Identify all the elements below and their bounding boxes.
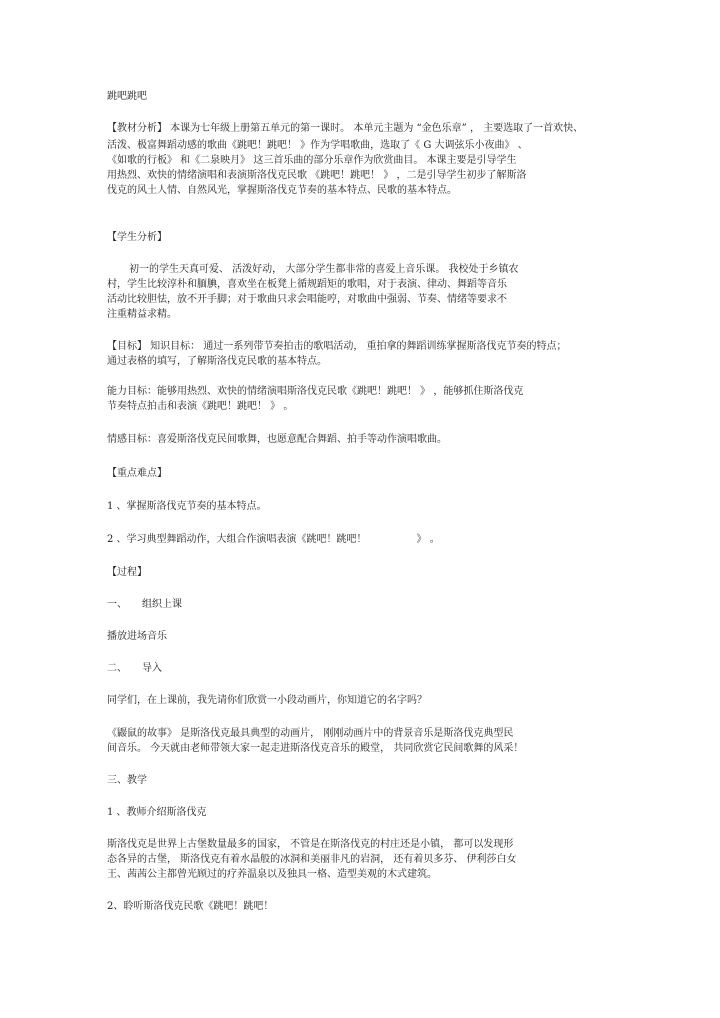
process-step-3-2: [107, 899, 607, 914]
process-step-2: [107, 661, 607, 676]
material-line: 活泼、极富舞蹈动感的歌曲《跳吧！跳吧！ 》作为学唱歌曲，选取了《 G 大调弦乐小夜曲》 、: [107, 140, 528, 151]
para-line: 间音乐。 今天就由老师带领大家一起走进斯洛伐克音乐的殿堂， 共同欣赏它民间歌舞的风采！: [107, 743, 524, 754]
process-step-3: [107, 773, 607, 788]
section-heading: 【重点难点】: [107, 468, 167, 479]
material-line: 伐克的风土人情、自然风光，掌握斯洛伐克节奏的基本特点、民歌的基本特点。: [107, 185, 457, 196]
material-line: 《如歌的行板》 和《二泉映月》 这三首乐曲的部分乐章作为欣赏曲目。 本课主要是引导学生: [107, 155, 517, 166]
student-line: 注重精益求精。: [107, 309, 177, 320]
student-line: 初一的学生天真可爱、 活泼好动， 大部分学生都非常的喜爱上音乐课。 我校处于乡镇农: [129, 264, 519, 275]
key-point-2: [107, 532, 607, 547]
process-step-3-1-para: [107, 837, 607, 882]
process-heading: [107, 565, 607, 580]
student-line: 活动比较胆怯，放不开手脚；对于歌曲只求会唱能哼，对歌曲中强弱、节奏、情绪等要求不: [107, 294, 507, 305]
step-heading: 一、 组织上课: [107, 599, 182, 610]
step-text: 同学们，在上课前，我先请你们欣赏一小段动画片，你知道它的名字吗？: [107, 695, 427, 706]
goals-emotion: [107, 432, 607, 447]
goal-line: 情感目标：喜爱斯洛伐克民间歌舞，也愿意配合舞蹈、拍手等动作演唱歌曲。: [107, 434, 447, 445]
title-text: 跳吧跳吧: [107, 91, 147, 102]
process-step-2-text: [107, 693, 607, 708]
goals-ability: [107, 384, 607, 414]
step-heading: 1 、教师介绍斯洛伐克: [107, 807, 207, 818]
section-heading: 【学生分析】: [107, 232, 167, 243]
para-line: 王、茜茜公主都曾光顾过的疗养温泉以及独具一格、造型美观的木式建筑。: [107, 869, 437, 880]
student-analysis: [107, 262, 607, 322]
para-line: 斯洛伐克是世界上古堡数量最多的国家， 不管是在斯洛伐克的村庄还是小镇， 都可以发现形: [107, 839, 514, 850]
material-analysis: [107, 121, 607, 198]
goal-line: 【目标】 知识目标： 通过一系列带节奏拍击的歌唱活动， 重拍拿的舞蹈训练掌握斯洛伐克节奏的特点；: [107, 341, 567, 352]
para-line: 态各异的古堡， 斯洛伐克有着水晶般的冰洞和美丽非凡的岩洞， 还有着贝多芬、 伊利莎白女: [107, 854, 517, 865]
key-point-text: 2 、学习典型舞蹈动作，大组合作演唱表演《跳吧！跳吧！ 》 。: [107, 534, 440, 545]
goal-line: 能力目标：能够用热烈、欢快的情绪演唱斯洛伐克民歌《跳吧！跳吧！ 》 ，能够抓住斯洛伐克: [107, 386, 524, 397]
step-heading: 2、聆听斯洛伐克民歌《跳吧！跳吧！: [107, 901, 274, 912]
process-step-1: [107, 597, 607, 612]
process-step-2-para: [107, 726, 607, 756]
key-points-heading: [107, 466, 607, 481]
goal-line: 通过表格的填写，了解斯洛伐克民歌的基本特点。: [107, 356, 327, 367]
goal-line: 节奏特点拍击和表演《跳吧！跳吧！ 》 。: [107, 401, 294, 412]
process-step-3-1: [107, 805, 607, 820]
process-step-1-text: [107, 629, 607, 644]
step-text: 播放进场音乐: [107, 631, 167, 642]
step-heading: 二、 导入: [107, 663, 162, 674]
student-analysis-heading: [107, 230, 607, 245]
key-point-1: [107, 499, 607, 514]
material-line: 用热烈、欢快的情绪演唱和表演斯洛伐克民歌 《跳吧！跳吧！ 》 ，二是引导学生初步了解斯洛: [107, 170, 527, 181]
step-heading: 三、教学: [107, 775, 147, 786]
doc-title: [107, 89, 607, 104]
student-line: 村，学生比较淳朴和腼腆，喜欢坐在板凳上循规蹈矩的歌唱，对于表演、律动、舞蹈等音乐: [107, 279, 507, 290]
section-heading: 【过程】: [107, 567, 147, 578]
goals-knowledge: [107, 339, 607, 369]
para-line: 《鼹鼠的故事》 是斯洛伐克最具典型的动画片， 刚刚动画片中的背景音乐是斯洛伐克典型民: [107, 728, 514, 739]
key-point-text: 1 、掌握斯洛伐克节奏的基本特点。: [107, 501, 267, 512]
material-line: 【教材分析】 本课为七年级上册第五单元的第一课时。 本单元主题为 “金色乐章” ， 主要选取了一首欢快、: [107, 123, 584, 134]
